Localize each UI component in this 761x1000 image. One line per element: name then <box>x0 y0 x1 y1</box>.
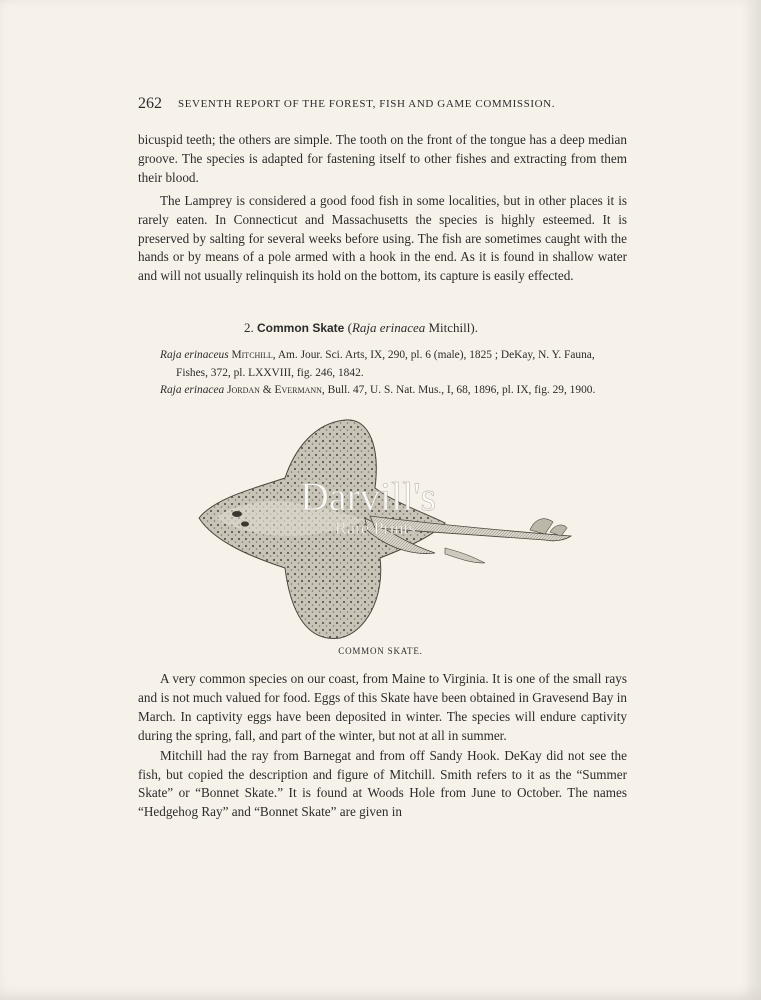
synonymy-references <box>160 347 627 400</box>
running-header <box>138 95 608 113</box>
species-author: Mitchill). <box>428 320 478 335</box>
skate-illustration <box>195 418 575 643</box>
text-block-top <box>138 131 627 286</box>
reference-item <box>160 382 627 400</box>
reference-citation: Am. Jour. Sci. Arts, IX, 290, pl. 6 (male), 1825 ; DeKay, N. Y. Fauna, Fishes, 372, pl. LXXVIII, fig. 246, 1842. <box>176 349 595 379</box>
reference-authors: Jordan & Evermann, <box>227 384 325 396</box>
section-heading <box>244 320 478 336</box>
reference-taxon: Raja erinaceus <box>160 349 229 361</box>
paragraph: The Lamprey is considered a good food fish in some localities, but in other places it is rarely eaten. In Connecticut and Massachusetts the species is highly esteemed. It is preserved by salting for several weeks before using. The fish are sometimes caught with the hands or by means of a pole armed with a hook in the end. As it is found in shallow water and will not usually relinquish its hold on the bottom, its capture is easily effected. <box>138 192 627 284</box>
figure-caption: COMMON SKATE. <box>338 646 423 656</box>
paragraph: Mitchill had the ray from Barnegat and from off Sandy Hook. DeKay did not see the fish, but copied the description and figure of Mitchill. Smith refers to it as the “Summer Skate” or “Bonnet Skate.” It is found at Woods Hole from June to October. The names “Hedgehog Ray” and “Bonnet Skate” are given in <box>138 747 627 820</box>
watermark-line-1: Darvill's <box>300 474 437 519</box>
reference-item <box>160 347 627 382</box>
species-scientific-name: Raja erinacea <box>351 320 426 335</box>
reference-authors: Mitchill, <box>231 349 276 361</box>
section-open-paren: ( <box>347 320 352 335</box>
reference-citation: Bull. 47, U. S. Nat. Mus., I, 68, 1896, pl. IX, fig. 29, 1900. <box>327 384 596 396</box>
species-common-name: Common Skate <box>257 321 345 335</box>
text-block-bottom <box>138 670 627 822</box>
reference-taxon: Raja erinacea <box>160 384 225 396</box>
running-title: SEVENTH REPORT OF THE FOREST, FISH AND GAME COMMISSION. <box>178 98 556 110</box>
paragraph: bicuspid teeth; the others are simple. The tooth on the front of the tongue has a deep median groove. The species is adapted for fastening itself to other fishes and extracting from them their blood. <box>138 132 627 185</box>
skate-drawing <box>195 418 575 643</box>
page-number: 262 <box>138 95 162 112</box>
paragraph: A very common species on our coast, from Maine to Virginia. It is one of the small rays and is not much valued for food. Eggs of this Skate have been obtained in Gravesend Bay in March. In captivity eggs have been deposited in winter. The species will endure captivity during the spring, fall, and part of the winter, but not at all in summer. <box>138 671 627 743</box>
section-number: 2. <box>244 320 254 335</box>
watermark-line-2: Rare Prints <box>335 518 416 538</box>
